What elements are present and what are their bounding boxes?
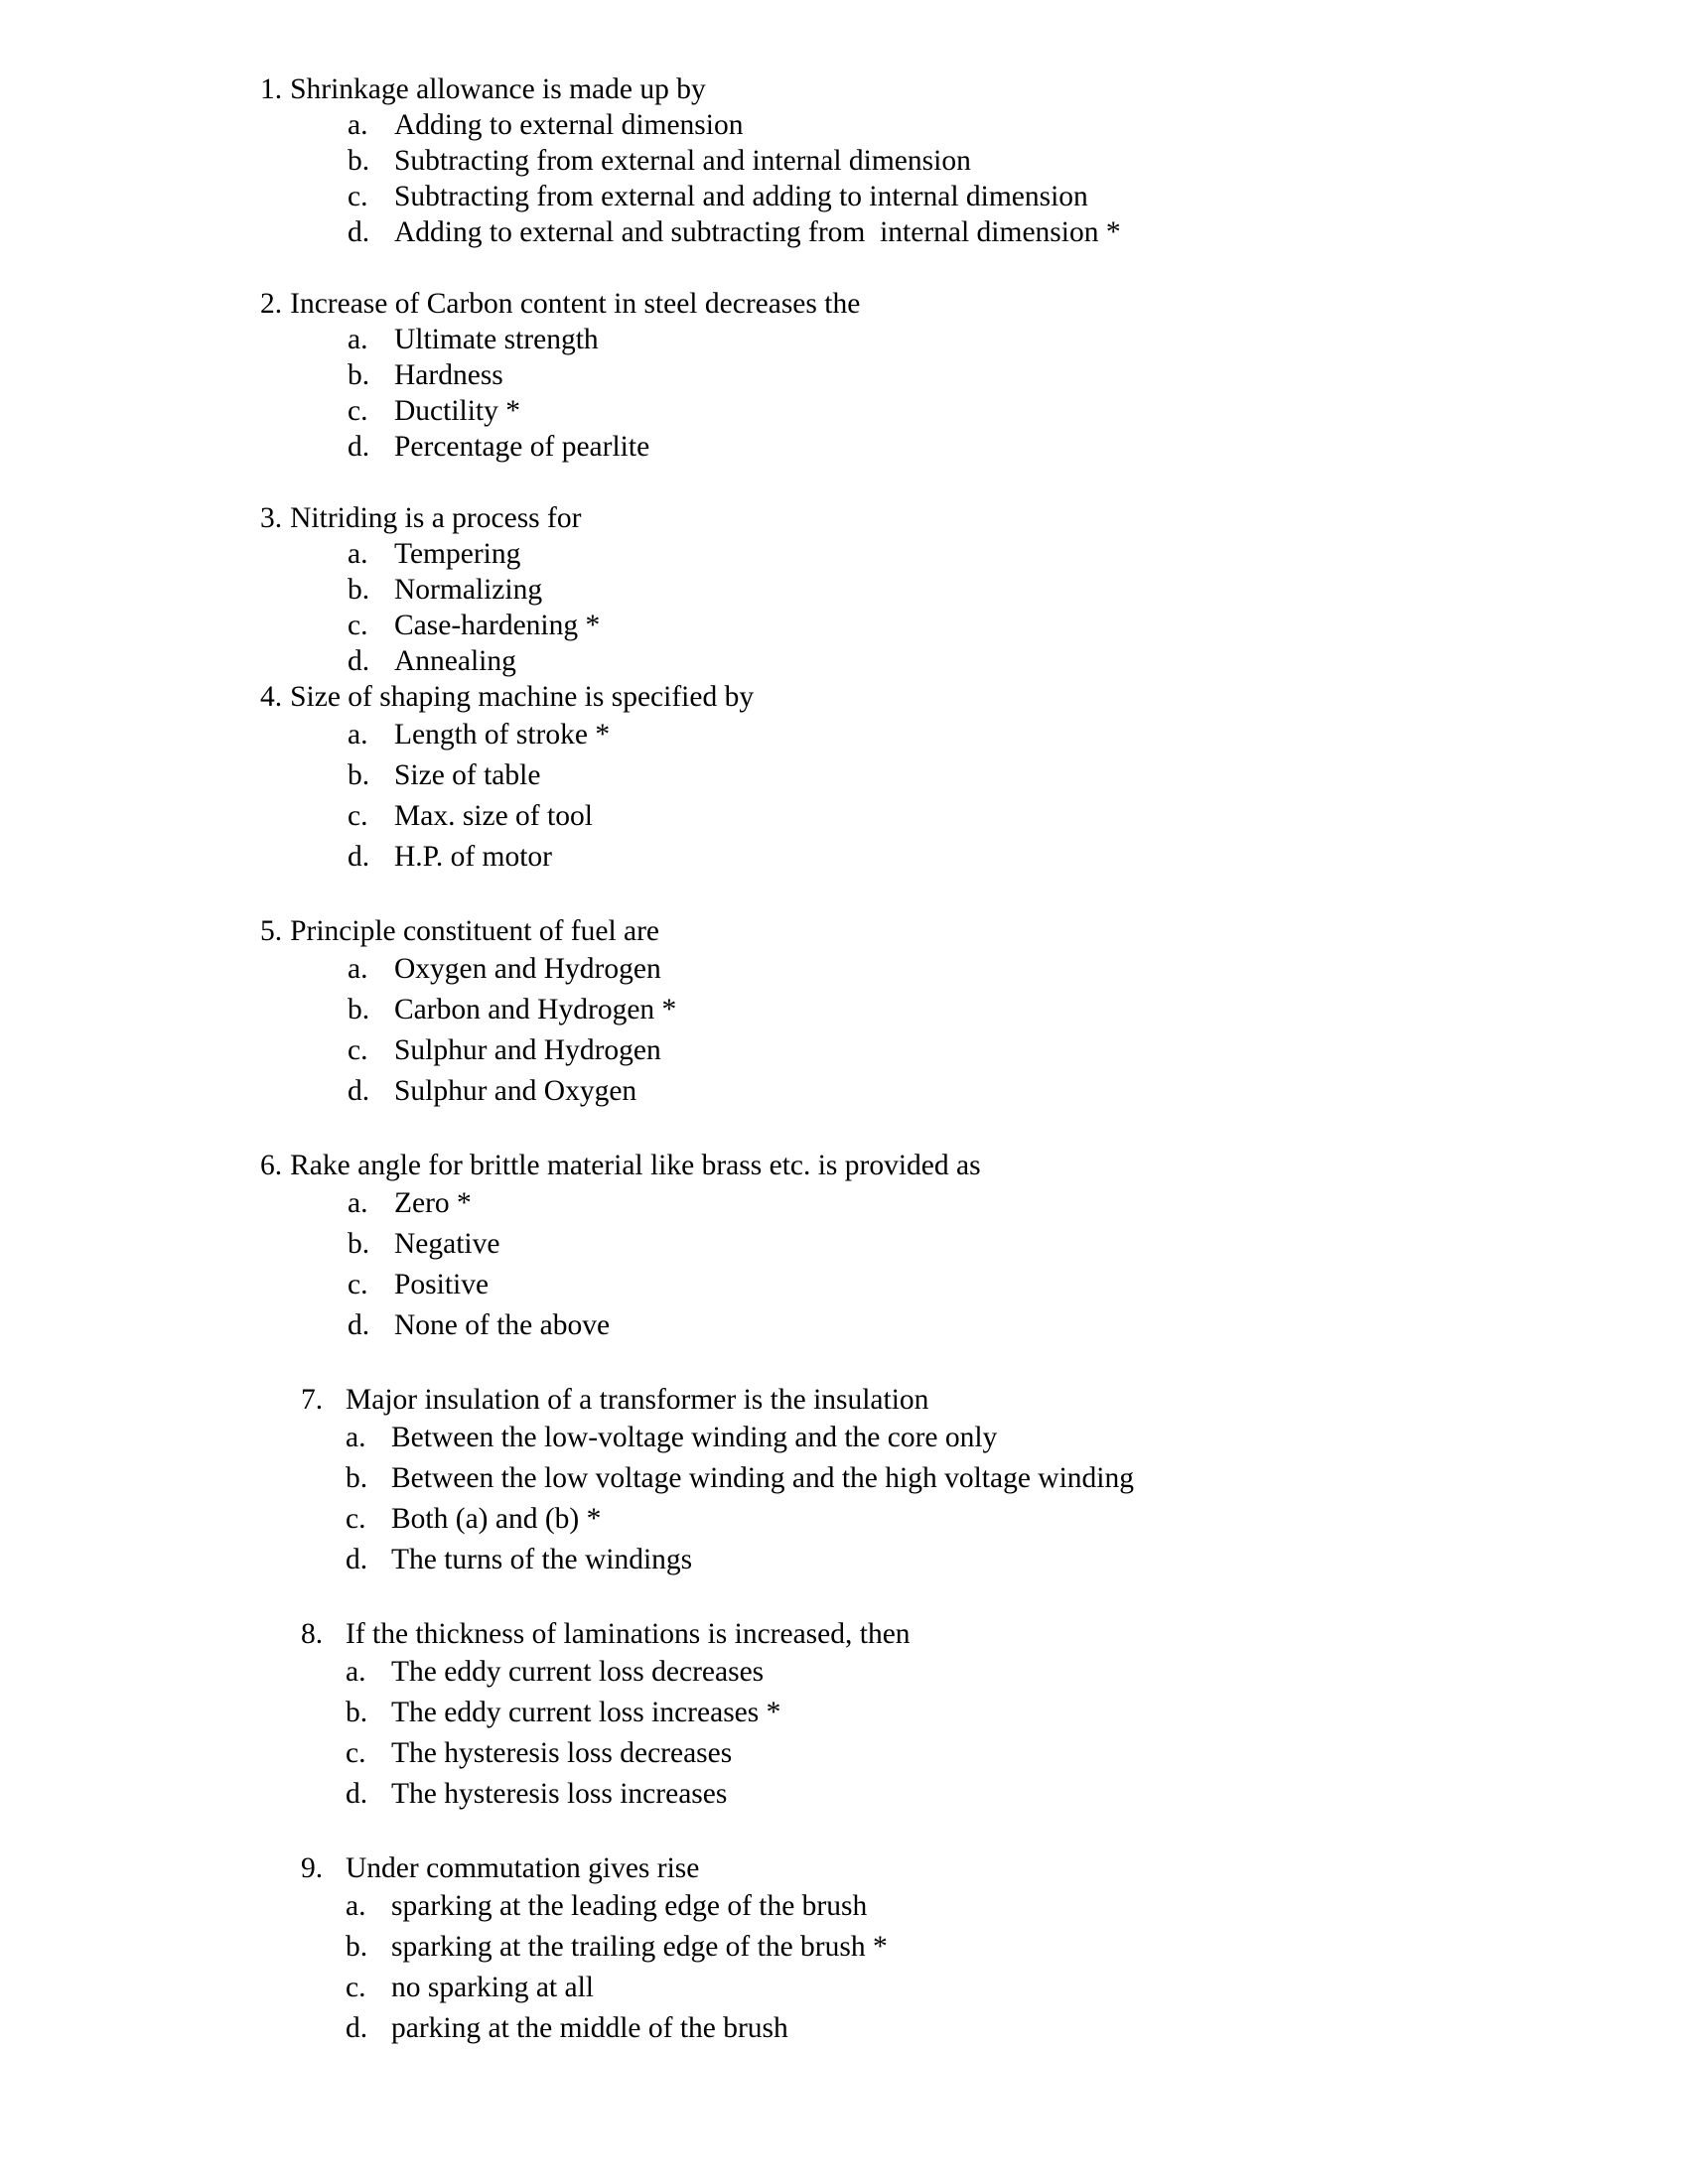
answer-option[interactable] xyxy=(0,1305,1688,1346)
answer-option[interactable] xyxy=(0,755,1688,796)
question-stem xyxy=(0,71,1688,107)
answer-option[interactable] xyxy=(0,1652,1688,1693)
question-number: 5. xyxy=(260,915,283,947)
option-letter: c. xyxy=(346,1972,366,2003)
answer-option[interactable] xyxy=(0,715,1688,755)
answer-option[interactable] xyxy=(0,1030,1688,1071)
answer-option[interactable] xyxy=(0,837,1688,878)
option-letter: d. xyxy=(348,841,370,873)
answer-option[interactable] xyxy=(0,536,1688,572)
answer-option[interactable] xyxy=(0,1693,1688,1733)
answer-option[interactable] xyxy=(0,796,1688,837)
option-letter: d. xyxy=(348,216,370,248)
option-letter: c. xyxy=(348,395,368,427)
question-block xyxy=(0,71,1688,250)
option-letter: b. xyxy=(346,1462,368,1494)
answer-option[interactable] xyxy=(0,608,1688,643)
option-letter: d. xyxy=(346,1778,368,1810)
option-text: Case-hardening * xyxy=(394,610,601,641)
answer-option[interactable] xyxy=(0,1071,1688,1112)
question-number: 2. xyxy=(260,288,283,320)
option-text: Positive xyxy=(394,1269,490,1300)
question-stem xyxy=(0,1850,1688,1886)
option-text: The turns of the windings xyxy=(391,1544,693,1575)
question-stem xyxy=(0,913,1688,949)
answer-option[interactable] xyxy=(0,949,1688,990)
option-text: Adding to external and subtracting from internal dimension * xyxy=(394,216,1121,248)
question-block xyxy=(0,1616,1688,1815)
question-stem xyxy=(0,500,1688,536)
option-letter: d. xyxy=(348,1075,370,1107)
option-text: Carbon and Hydrogen * xyxy=(394,994,677,1025)
answer-option[interactable] xyxy=(0,572,1688,608)
option-text: Oxygen and Hydrogen xyxy=(394,953,661,985)
option-text: Negative xyxy=(394,1228,500,1260)
answer-option[interactable] xyxy=(0,322,1688,357)
question-stem xyxy=(0,679,1688,715)
answer-option[interactable] xyxy=(0,214,1688,250)
option-text: H.P. of motor xyxy=(394,841,552,873)
option-letter: d. xyxy=(346,1544,368,1575)
option-text: Normalizing xyxy=(394,574,543,606)
option-letter: a. xyxy=(346,1422,366,1453)
option-text: Hardness xyxy=(394,359,503,391)
option-letter: a. xyxy=(348,109,368,141)
answer-option[interactable] xyxy=(0,1886,1688,1927)
question-block xyxy=(0,500,1688,679)
option-letter: a. xyxy=(348,324,368,355)
question-number: 6. xyxy=(260,1150,283,1181)
question-text: If the thickness of laminations is increased, then xyxy=(346,1618,911,1650)
option-text: sparking at the trailing edge of the brush * xyxy=(391,1931,888,1963)
option-text: Adding to external dimension xyxy=(394,109,744,141)
option-letter: d. xyxy=(348,431,370,463)
answer-option[interactable] xyxy=(0,107,1688,143)
question-block xyxy=(0,1850,1688,2049)
question-stem xyxy=(0,1148,1688,1183)
question-block xyxy=(0,286,1688,465)
option-text: None of the above xyxy=(394,1309,611,1341)
question-text: Under commutation gives rise xyxy=(346,1852,700,1884)
answer-option[interactable] xyxy=(0,1927,1688,1968)
option-letter: a. xyxy=(348,953,368,985)
question-stem xyxy=(0,1616,1688,1652)
option-letter: c. xyxy=(346,1737,366,1769)
answer-option[interactable] xyxy=(0,1183,1688,1224)
option-letter: a. xyxy=(346,1656,366,1688)
option-text: Zero * xyxy=(394,1187,472,1219)
option-text: Subtracting from external and adding to internal dimension xyxy=(394,181,1088,212)
option-text: The hysteresis loss increases xyxy=(391,1778,728,1810)
option-letter: c. xyxy=(348,800,368,832)
question-text: Increase of Carbon content in steel decreases the xyxy=(290,288,861,320)
option-text: The eddy current loss increases * xyxy=(391,1697,781,1728)
option-text: sparking at the leading edge of the brush xyxy=(391,1890,868,1922)
option-text: Subtracting from external and internal dimension xyxy=(394,145,971,177)
question-number: 8. xyxy=(301,1618,324,1650)
question-stem xyxy=(0,1382,1688,1418)
option-text: Between the low voltage winding and the high voltage winding xyxy=(391,1462,1135,1494)
question-number: 4. xyxy=(260,681,283,713)
question-block xyxy=(0,913,1688,1112)
option-letter: b. xyxy=(348,359,370,391)
option-text: Both (a) and (b) * xyxy=(391,1503,602,1535)
option-letter: c. xyxy=(346,1503,366,1535)
option-letter: b. xyxy=(348,759,370,791)
answer-option[interactable] xyxy=(0,643,1688,679)
option-text: The hysteresis loss decreases xyxy=(391,1737,733,1769)
option-text: The eddy current loss decreases xyxy=(391,1656,765,1688)
option-letter: b. xyxy=(348,1228,370,1260)
question-block xyxy=(0,1382,1688,1580)
answer-option[interactable] xyxy=(0,1418,1688,1458)
answer-option[interactable] xyxy=(0,2008,1688,2049)
answer-option[interactable] xyxy=(0,1224,1688,1265)
answer-option[interactable] xyxy=(0,1499,1688,1540)
question-number: 1. xyxy=(260,73,283,105)
answer-option[interactable] xyxy=(0,1458,1688,1499)
option-text: Length of stroke * xyxy=(394,719,611,751)
option-letter: b. xyxy=(348,574,370,606)
question-block xyxy=(0,1148,1688,1346)
option-text: Ductility * xyxy=(394,395,521,427)
option-letter: a. xyxy=(348,719,368,751)
answer-option[interactable] xyxy=(0,1540,1688,1580)
answer-option[interactable] xyxy=(0,1265,1688,1305)
answer-option[interactable] xyxy=(0,393,1688,429)
option-letter: a. xyxy=(348,1187,368,1219)
option-letter: a. xyxy=(346,1890,366,1922)
option-text: Sulphur and Hydrogen xyxy=(394,1034,661,1066)
option-text: Ultimate strength xyxy=(394,324,599,355)
option-text: Size of table xyxy=(394,759,541,791)
option-letter: c. xyxy=(348,1034,368,1066)
answer-option[interactable] xyxy=(0,990,1688,1030)
answer-option[interactable] xyxy=(0,143,1688,179)
answer-option[interactable] xyxy=(0,429,1688,465)
option-text: Between the low-voltage winding and the core only xyxy=(391,1422,998,1453)
question-number: 9. xyxy=(301,1852,324,1884)
question-text: Nitriding is a process for xyxy=(290,502,582,534)
answer-option[interactable] xyxy=(0,179,1688,214)
option-letter: b. xyxy=(348,994,370,1025)
question-text: Shrinkage allowance is made up by xyxy=(290,73,706,105)
option-letter: a. xyxy=(348,538,368,570)
option-text: Max. size of tool xyxy=(394,800,593,832)
option-text: Annealing xyxy=(394,645,516,677)
question-block xyxy=(0,679,1688,878)
option-letter: c. xyxy=(348,610,368,641)
option-letter: d. xyxy=(348,645,370,677)
answer-option[interactable] xyxy=(0,1733,1688,1774)
option-text: Sulphur and Oxygen xyxy=(394,1075,637,1107)
answer-option[interactable] xyxy=(0,357,1688,393)
option-letter: b. xyxy=(346,1697,368,1728)
question-text: Principle constituent of fuel are xyxy=(290,915,660,947)
option-text: parking at the middle of the brush xyxy=(391,2012,788,2044)
option-letter: d. xyxy=(348,1309,370,1341)
option-letter: b. xyxy=(346,1931,368,1963)
question-text: Rake angle for brittle material like brass etc. is provided as xyxy=(290,1150,981,1181)
question-text: Major insulation of a transformer is the insulation xyxy=(346,1384,929,1416)
question-number: 7. xyxy=(301,1384,324,1416)
answer-option[interactable] xyxy=(0,1968,1688,2008)
question-stem xyxy=(0,286,1688,322)
option-text: no sparking at all xyxy=(391,1972,594,2003)
option-text: Percentage of pearlite xyxy=(394,431,650,463)
option-letter: b. xyxy=(348,145,370,177)
option-letter: c. xyxy=(348,181,368,212)
answer-option[interactable] xyxy=(0,1774,1688,1815)
option-text: Tempering xyxy=(394,538,521,570)
option-letter: d. xyxy=(346,2012,368,2044)
question-number: 3. xyxy=(260,502,283,534)
option-letter: c. xyxy=(348,1269,368,1300)
question-text: Size of shaping machine is specified by xyxy=(290,681,755,713)
